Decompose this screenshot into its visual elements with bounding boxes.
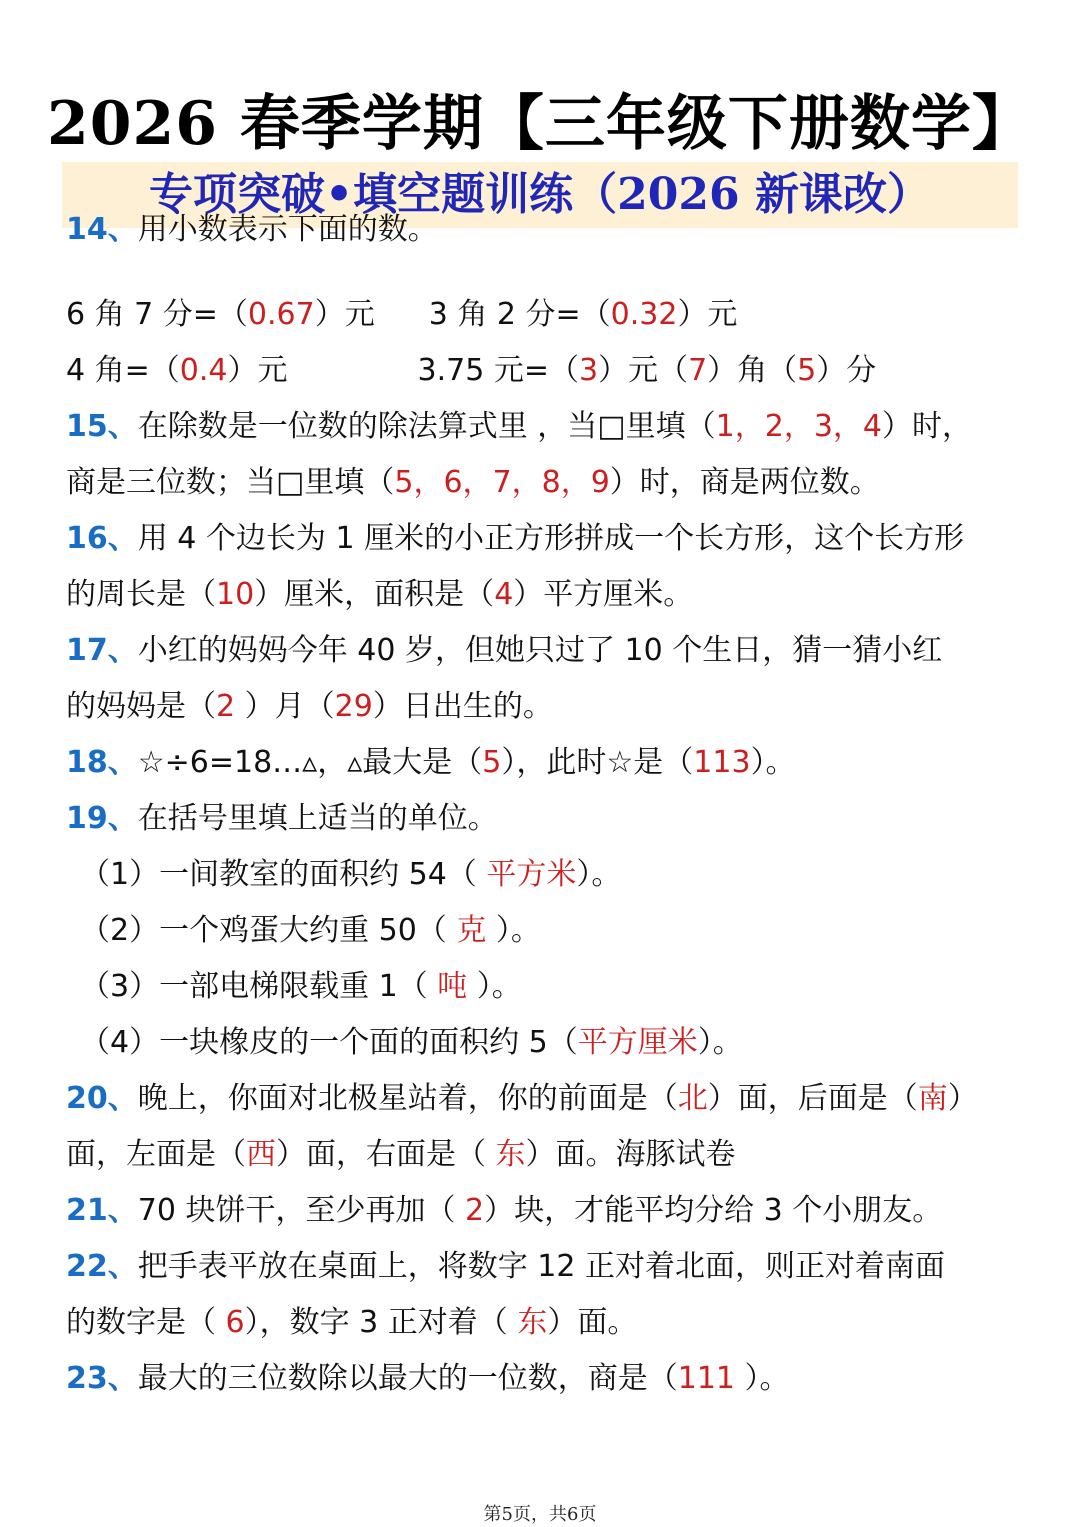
text: 最大的三位数除以最大的一位数，商是（: [137, 1361, 678, 1396]
question-number: 14、: [66, 212, 138, 247]
text: （2）一个鸡蛋大约重 50（: [80, 913, 457, 948]
answer: 29: [334, 689, 373, 724]
answer: 东: [495, 1137, 526, 1172]
text: ）月（: [235, 689, 335, 724]
text: ）。: [697, 1025, 743, 1060]
answer: 北: [677, 1081, 708, 1116]
text: ）。: [735, 1361, 790, 1396]
q15-line2: [66, 455, 1026, 511]
text: ）时，商是两位数。: [609, 465, 880, 500]
q21-line: [66, 1183, 1026, 1239]
question-number: 22、: [66, 1249, 138, 1284]
text: ）厘米，面积是（: [254, 577, 495, 612]
answer: 111: [677, 1361, 736, 1396]
text: 6 角 7 分=（: [66, 297, 248, 332]
q22-line2: [66, 1295, 1026, 1351]
question-number: 15、: [66, 409, 138, 444]
answer: 东: [517, 1305, 548, 1340]
text: ）日出生的。: [372, 689, 553, 724]
text: ）。: [467, 969, 522, 1004]
answer: 10: [216, 577, 255, 612]
text: 的周长是（: [66, 577, 216, 612]
text: ）元: [227, 353, 288, 388]
text: ）。: [750, 745, 796, 780]
question-number: 23、: [66, 1361, 138, 1396]
text: 的妈妈是（: [66, 689, 216, 724]
q17-line2: [66, 679, 1026, 735]
text: ）平方厘米。: [513, 577, 694, 612]
text: 70 块饼干，至少再加（: [137, 1193, 465, 1228]
answer: 0.4: [179, 353, 228, 388]
question-number: 20、: [66, 1081, 138, 1116]
answer: 2: [216, 689, 236, 724]
q17-line1: [66, 623, 1026, 679]
text: ）元（: [598, 353, 689, 388]
answer: 0.32: [610, 297, 678, 332]
answer: 5: [797, 353, 817, 388]
text: （4）一块橡皮的一个面的面积约 5（: [80, 1025, 578, 1060]
q16-line2: [66, 567, 1026, 623]
text: 商是三位数；当□里填（: [66, 465, 395, 500]
q15-line1: [66, 399, 1026, 455]
answer: 2: [465, 1193, 485, 1228]
text: 3.75 元=（: [417, 353, 579, 388]
text: ）角（: [707, 353, 798, 388]
text: ）面，右面是（: [276, 1137, 496, 1172]
q19-stem: [66, 791, 1026, 847]
text: ）面。: [547, 1305, 638, 1340]
text: ），此时☆是（: [501, 745, 694, 780]
text: （1）一间教室的面积约 54（: [80, 857, 487, 892]
text: 3 角 2 分=（: [428, 297, 611, 332]
answer: 113: [693, 745, 751, 780]
text: 晚上，你面对北极星站着，你的前面是（: [137, 1081, 678, 1116]
page-footer: 第5页，共6页: [483, 1504, 597, 1525]
answer: 1，2，3，4: [715, 409, 882, 444]
answer: 南: [917, 1081, 948, 1116]
text: ）: [947, 1081, 978, 1116]
text: ）分: [816, 353, 877, 388]
answer: 4: [494, 577, 514, 612]
page-title: 2026 春季学期【三年级下册数学】: [47, 89, 1033, 159]
answer: 吨: [437, 969, 468, 1004]
answer: 6: [225, 1305, 245, 1340]
answer: 平方厘米: [577, 1025, 698, 1060]
text: 把手表平放在桌面上，将数字 12 正对着北面，则正对着南面: [137, 1249, 945, 1284]
question-number: 21、: [66, 1193, 138, 1228]
question-number: 16、: [66, 521, 138, 556]
question-text: 在括号里填上适当的单位。: [137, 801, 498, 836]
q23-line: [66, 1351, 1026, 1407]
text: ）块，才能平均分给 3 个小朋友。: [484, 1193, 943, 1228]
answer: 5，6，7，8，9: [394, 465, 610, 500]
answer: 0.67: [247, 297, 315, 332]
text: ）面。海豚试卷: [525, 1137, 736, 1172]
text: ）时，: [882, 409, 972, 444]
q16-line1: [66, 511, 1026, 567]
answer: 克: [456, 913, 487, 948]
q20-line1: [66, 1071, 1026, 1127]
q18-line: [66, 735, 1026, 791]
answer: 3: [578, 353, 599, 388]
q14-stem: [66, 202, 1026, 258]
answer: 7: [688, 353, 708, 388]
text: ☆÷6=18…▵，▵最大是（: [137, 745, 483, 780]
q19-sub4: [80, 1015, 1040, 1071]
question-number: 19、: [66, 801, 138, 836]
text: ）。: [576, 857, 622, 892]
answer: 平方米: [486, 857, 577, 892]
question-text: 用小数表示下面的数。: [137, 212, 438, 247]
q20-line2: [66, 1127, 1026, 1183]
text: （3）一部电梯限载重 1（: [80, 969, 438, 1004]
text: 在除数是一位数的除法算式里 ，当□里填（: [137, 409, 716, 444]
q19-sub1: [80, 847, 1040, 903]
text: ）。: [486, 913, 541, 948]
answer: 5: [482, 745, 502, 780]
answer: 西: [246, 1137, 276, 1172]
text: ），数字 3 正对着（: [244, 1305, 518, 1340]
subtitle: 专项突破•填空题训练（2026 新课改）: [149, 169, 931, 220]
text: 4 角=（: [66, 353, 180, 388]
q14-row1: [66, 287, 1026, 343]
text: 小红的妈妈今年 40 岁，但她只过了 10 个生日，猜一猜小红: [137, 633, 943, 668]
question-number: 17、: [66, 633, 138, 668]
text: ）元: [677, 297, 738, 332]
q14-row2: [66, 343, 1026, 399]
q22-line1: [66, 1239, 1026, 1295]
q19-sub3: [80, 959, 1040, 1015]
q19-sub2: [80, 903, 1040, 959]
text: 用 4 个边长为 1 厘米的小正方形拼成一个长方形，这个长方形: [137, 521, 965, 556]
text: ）面，后面是（: [707, 1081, 918, 1116]
text: 的数字是（: [66, 1305, 226, 1340]
text: ）元: [314, 297, 375, 332]
question-number: 18、: [66, 745, 138, 780]
text: 面，左面是（: [66, 1137, 246, 1172]
